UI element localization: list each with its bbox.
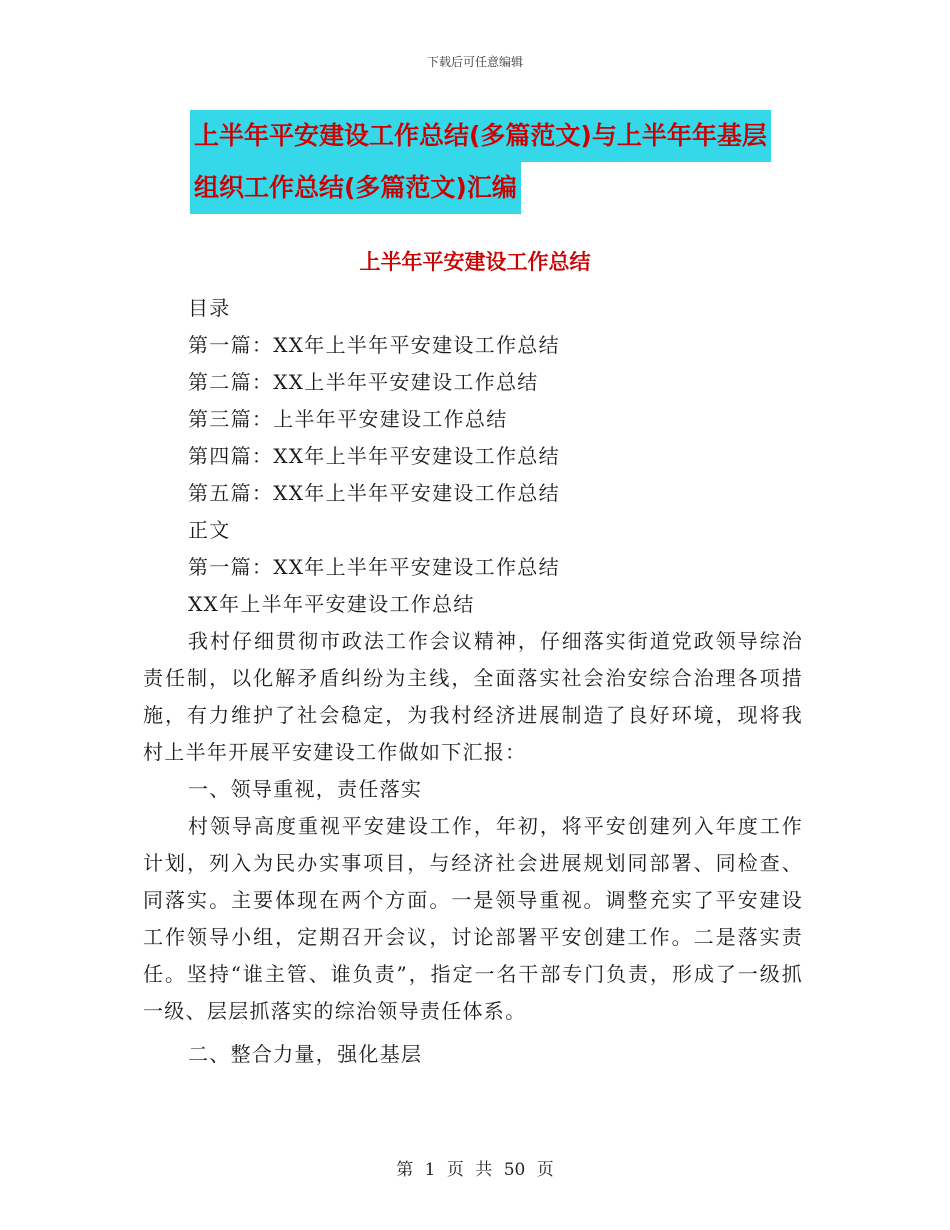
- section-title: 上半年平安建设工作总结: [359, 250, 591, 274]
- document-title: [190, 110, 830, 214]
- toc-heading: 目录: [188, 296, 231, 320]
- section-heading-2: 二、整合力量，强化基层: [188, 1042, 423, 1066]
- toc-item: 第二篇：XX上半年平安建设工作总结: [188, 370, 539, 394]
- toc-item: 第四篇：XX年上半年平安建设工作总结: [188, 444, 560, 468]
- toc-item: 第一篇：XX年上半年平安建设工作总结: [188, 333, 560, 357]
- paragraph-intro: 我村仔细贯彻市政法工作会议精神，仔细落实街道党政领导综治责任制，以化解矛盾纠纷为主线，全面落实社会治安综合治理各项措施，有力维护了社会稳定，为我村经济进展制造了良好环境，现将我村上半年开展平安建设工作做如下汇报：: [143, 629, 803, 764]
- body-heading: 正文: [188, 518, 231, 542]
- paragraph-leadership: 村领导高度重视平安建设工作，年初，将平安创建列入年度工作计划，列入为民办实事项目，与经济社会进展规划同部署、同检查、同落实。主要体现在两个方面。一是领导重视。调整充实了平安建设工作领导小组，定期召开会议，讨论部署平安创建工作。二是落实责任。坚持“谁主管、谁负责”，指定一名干部专门负责，形成了一级抓一级、层层抓落实的综治领导责任体系。: [143, 814, 803, 1023]
- toc-item: 第五篇：XX年上半年平安建设工作总结: [188, 481, 560, 505]
- page-number: 第 1 页 共 50 页: [396, 1160, 554, 1180]
- toc-item: 第三篇：上半年平安建设工作总结: [188, 407, 508, 431]
- document-title-line-2: 组织工作总结(多篇范文)汇编: [190, 162, 521, 214]
- document-title-line-1: 上半年平安建设工作总结(多篇范文)与上半年年基层: [190, 110, 771, 162]
- page-header-note: 下载后可任意编辑: [426, 55, 523, 69]
- chapter-title: 第一篇：XX年上半年平安建设工作总结: [188, 555, 560, 579]
- section-heading-1: 一、领导重视，责任落实: [188, 777, 423, 801]
- document-body: [143, 290, 803, 1073]
- chapter-subtitle: XX年上半年平安建设工作总结: [188, 592, 475, 616]
